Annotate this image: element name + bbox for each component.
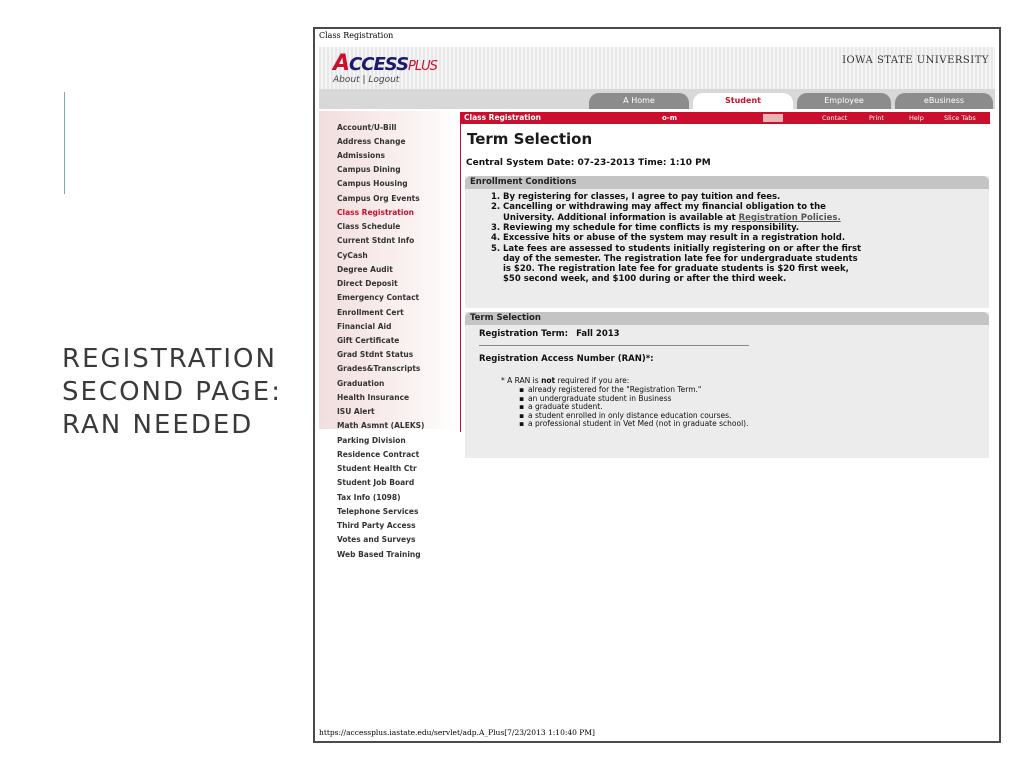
sidebar-item-votes-and-surveys[interactable]: Votes and Surveys bbox=[337, 535, 416, 544]
slide-title-line-2: SECOND PAGE: bbox=[62, 377, 282, 407]
browser-screenshot bbox=[313, 27, 1001, 743]
sidebar-item-cycash[interactable]: CyCash bbox=[337, 251, 368, 260]
sidebar-item-financial-aid[interactable]: Financial Aid bbox=[337, 322, 392, 331]
sidebar-item-enrollment-cert[interactable]: Enrollment Cert bbox=[337, 308, 404, 317]
sidebar-item-admissions[interactable]: Admissions bbox=[337, 151, 386, 160]
sidebar-item-math-asmnt-aleks[interactable]: Math Asmnt (ALEKS) bbox=[337, 421, 425, 430]
sidebar-item-web-based-training[interactable]: Web Based Training bbox=[337, 550, 421, 559]
sidebar-item-third-party-access[interactable]: Third Party Access bbox=[337, 521, 416, 530]
page-title: Term Selection bbox=[467, 130, 593, 148]
content-left-rule bbox=[460, 124, 461, 432]
sidebar-item-direct-deposit[interactable]: Direct Deposit bbox=[337, 279, 398, 288]
slide-accent-line bbox=[64, 92, 65, 194]
sidebar-item-campus-dining[interactable]: Campus Dining bbox=[337, 165, 401, 174]
status-bar-url: https://accessplus.iastate.edu/servlet/adp.A_Plus[7/23/2013 1:10:40 PM] bbox=[319, 728, 595, 737]
sidebar-item-degree-audit[interactable]: Degree Audit bbox=[337, 265, 393, 274]
central-system-date: Central System Date: 07-23-2013 Time: 1:10 PM bbox=[466, 158, 711, 168]
slice-tabs-link[interactable]: Slice Tabs bbox=[944, 114, 976, 122]
ran-exempt-bullet: ▪ a graduate student. bbox=[528, 402, 603, 411]
content-title-bar bbox=[460, 112, 990, 124]
tab-home[interactable]: A Home bbox=[589, 93, 689, 109]
sidebar-item-campus-org-events[interactable]: Campus Org Events bbox=[337, 194, 420, 203]
sidebar-item-isu-alert[interactable]: ISU Alert bbox=[337, 407, 375, 416]
sidebar-item-class-schedule[interactable]: Class Schedule bbox=[337, 222, 401, 231]
term-selection-header: Term Selection bbox=[465, 312, 989, 325]
slide-title bbox=[62, 343, 287, 442]
ran-exempt-bullet: ▪ a professional student in Vet Med (not in graduate school). bbox=[528, 419, 748, 428]
divider bbox=[479, 345, 749, 346]
sidebar-item-account-ubill[interactable]: Account/U-Bill bbox=[337, 123, 397, 132]
sidebar-item-campus-housing[interactable]: Campus Housing bbox=[337, 179, 408, 188]
sidebar-item-residence-contract[interactable]: Residence Contract bbox=[337, 450, 420, 459]
sidebar-item-class-registration[interactable]: Class Registration bbox=[337, 208, 414, 217]
registration-term-label: Registration Term: bbox=[479, 329, 569, 339]
ran-exempt-bullet: ▪ a student enrolled in only distance education courses. bbox=[528, 411, 731, 420]
tab-employee[interactable]: Employee bbox=[797, 93, 891, 109]
tab-bar bbox=[319, 89, 995, 109]
sidebar-item-graduation[interactable]: Graduation bbox=[337, 379, 385, 388]
enrollment-conditions-box: Enrollment Conditions 1. By registering for classes, I agree to pay tuition and fees. 2. Cancelling or withdrawing may affect my financial obligation to the University. Additional information is available at Registration Policies. 3. Reviewing my schedule for time conflicts is my responsibility. 4. Excessive hits or abuse of the system may result in a registration hold. 5. Late fees are assessed to students initially registering on or after the first day of the semester. The registration late fee for undergraduate students is $20. The registration late fee for graduate students is $20 first week, $50 second week, and $100 during or after the third week. bbox=[465, 176, 989, 308]
window-title: Class Registration bbox=[319, 31, 394, 40]
sidebar-item-address-change[interactable]: Address Change bbox=[337, 137, 406, 146]
sidebar-item-parking-division[interactable]: Parking Division bbox=[337, 436, 406, 445]
registration-term bbox=[479, 329, 620, 339]
accessplus-logo[interactable]: ACCESSPLUS bbox=[333, 51, 437, 76]
sidebar-item-emergency-contact[interactable]: Emergency Contact bbox=[337, 293, 420, 302]
university-name: IOWA STATE UNIVERSITY bbox=[842, 55, 989, 66]
sidebar-item-gift-certificate[interactable]: Gift Certificate bbox=[337, 336, 400, 345]
ran-note: * A RAN is not required if you are: bbox=[501, 376, 630, 385]
term-selection-box bbox=[465, 312, 989, 458]
sidebar-item-current-stdnt-info[interactable]: Current Stdnt Info bbox=[337, 236, 415, 245]
sidebar-item-telephone-services[interactable]: Telephone Services bbox=[337, 507, 419, 516]
main-content bbox=[460, 112, 990, 432]
sidebar-item-health-insurance[interactable]: Health Insurance bbox=[337, 393, 410, 402]
content-bar-title: Class Registration bbox=[464, 113, 541, 122]
logo-bar bbox=[319, 47, 995, 90]
contact-link[interactable]: Contact bbox=[822, 114, 848, 122]
enrollment-conditions-header: Enrollment Conditions bbox=[465, 176, 989, 189]
slide-title-line-3: RAN NEEDED bbox=[62, 410, 254, 440]
tab-ebusiness[interactable]: eBusiness bbox=[895, 93, 993, 109]
accessplus-header bbox=[319, 47, 995, 111]
registration-policies-link[interactable]: Registration Policies. bbox=[738, 212, 841, 223]
key-icon: o-m bbox=[662, 114, 678, 122]
slide-title-line-1: REGISTRATION bbox=[62, 344, 277, 374]
ran-exempt-bullet: ▪ an undergraduate student in Business bbox=[528, 394, 671, 403]
registration-term-value: Fall 2013 bbox=[576, 329, 620, 339]
sidebar-menu bbox=[319, 111, 459, 559]
sidebar-item-grades-transcripts[interactable]: Grades&Transcripts bbox=[337, 364, 421, 373]
help-link[interactable]: Help bbox=[909, 114, 924, 122]
ran-label: Registration Access Number (RAN)*: bbox=[479, 354, 654, 364]
nav-arrows-icon[interactable] bbox=[763, 114, 783, 122]
sidebar-item-grad-stdnt-status[interactable]: Grad Stdnt Status bbox=[337, 350, 414, 359]
about-logout-link[interactable]: About | Logout bbox=[333, 75, 400, 85]
sidebar-item-student-job-board[interactable]: Student Job Board bbox=[337, 478, 415, 487]
print-link[interactable]: Print bbox=[869, 114, 884, 122]
tab-student[interactable]: Student bbox=[693, 93, 793, 109]
sidebar-item-tax-info-1098[interactable]: Tax Info (1098) bbox=[337, 493, 401, 502]
ran-exempt-bullet: ▪ already registered for the "Registration Term." bbox=[528, 385, 701, 394]
sidebar-item-student-health-ctr[interactable]: Student Health Ctr bbox=[337, 464, 417, 473]
